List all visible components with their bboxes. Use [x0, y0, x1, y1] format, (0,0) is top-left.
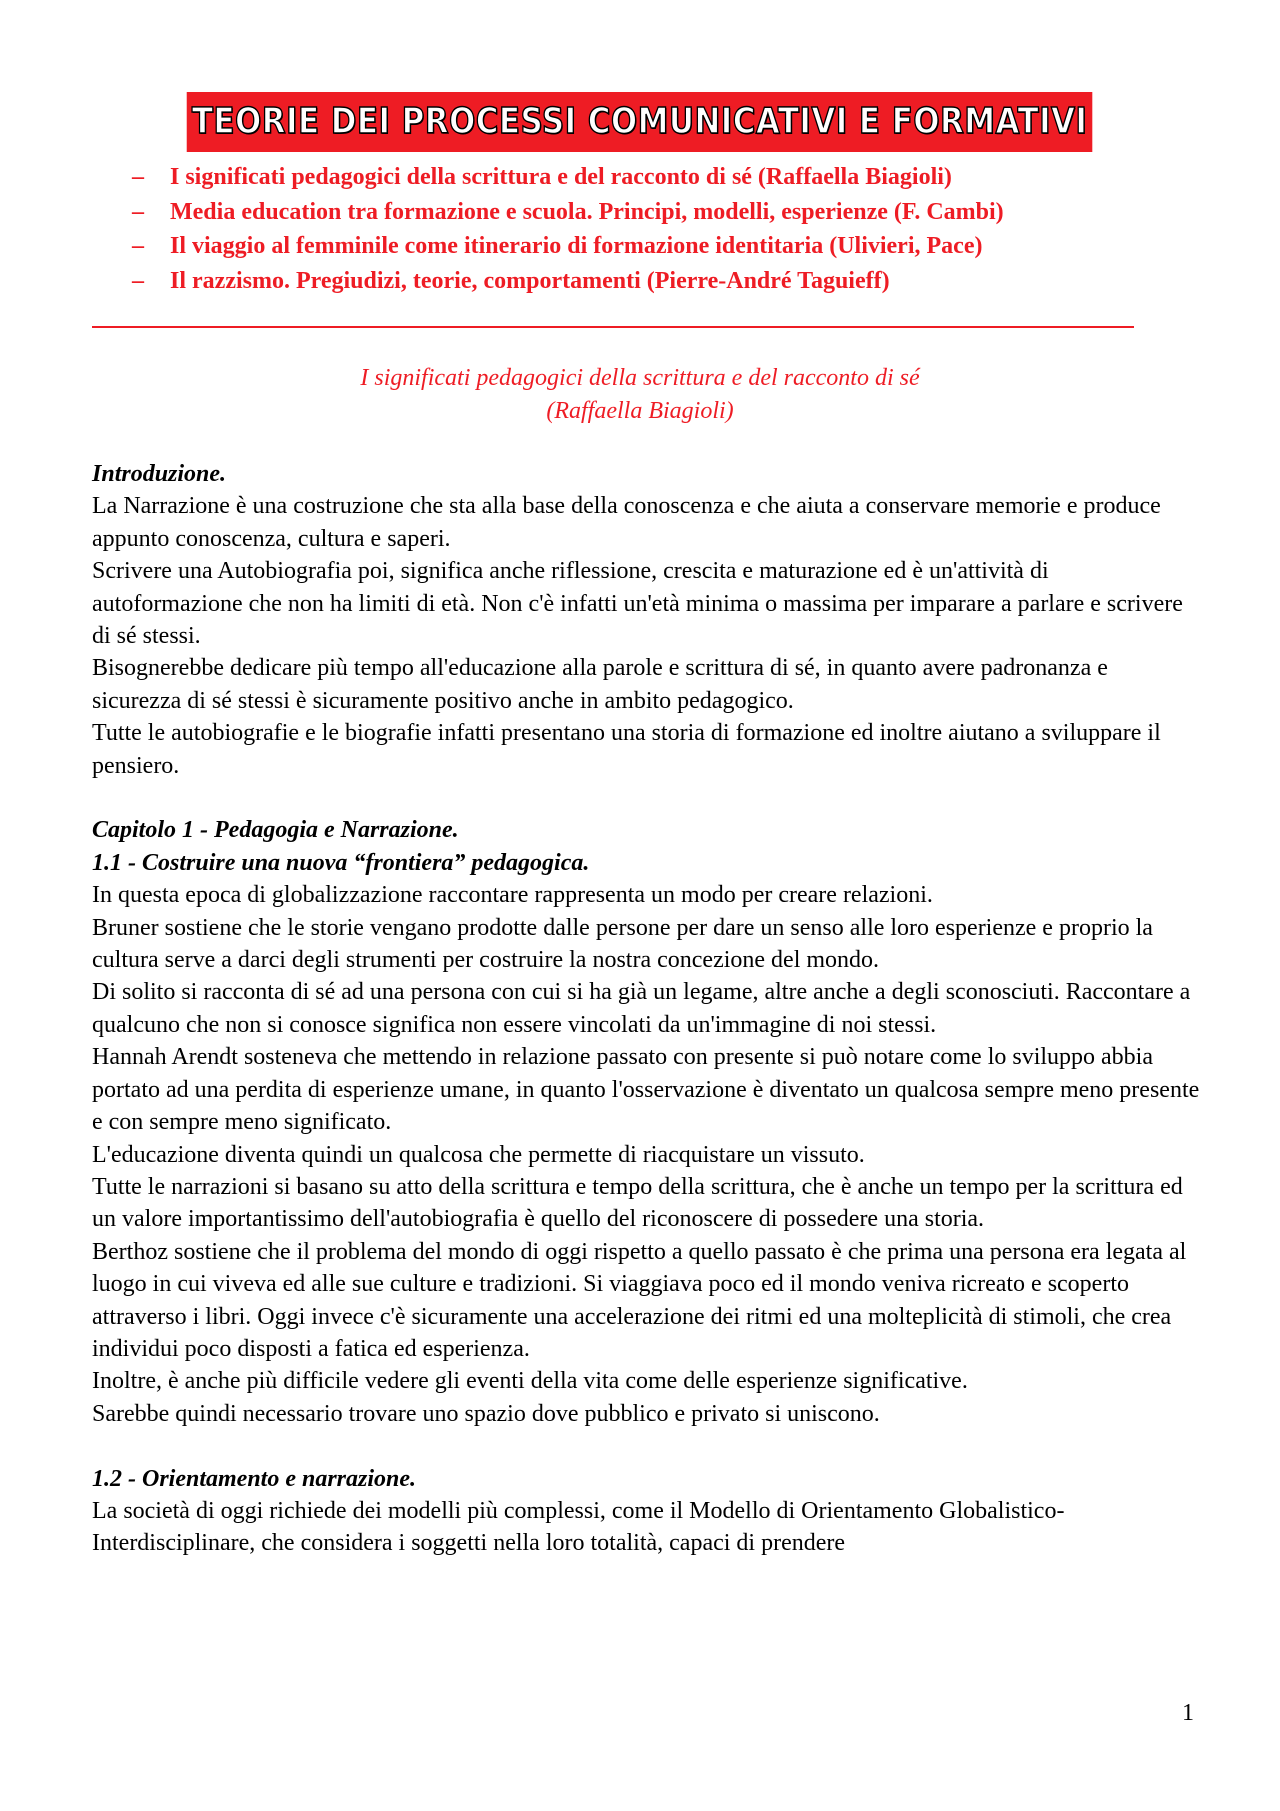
horizontal-divider	[92, 326, 1134, 328]
paragraph-gap	[92, 782, 1202, 814]
paragraph: Hannah Arendt sosteneva che mettendo in relazione passato con presente si può notare come lo sviluppo abbia portato ad una perdita di esperienze umane, in quanto l'osservazione è diventato un qualcosa sempre meno presente e con sempre meno significato.	[92, 1044, 1200, 1136]
document-title: TEORIE DEI PROCESSI COMUNICATIVI E FORMATIVI	[187, 92, 1093, 152]
book-list-item	[132, 160, 1004, 195]
book-list-item-text: Media education tra formazione e scuola. Principi, modelli, esperienze (F. Cambi)	[170, 198, 1004, 225]
book-list-item	[132, 264, 1004, 299]
subchapter-heading: 1.1 - Costruire una nuova “frontiera” pedagogica.	[92, 849, 590, 876]
paragraph-gap	[92, 1430, 1202, 1462]
paragraph: In questa epoca di globalizzazione raccontare rappresenta un modo per creare relazioni.	[92, 882, 933, 909]
book-list-item-text: I significati pedagogici della scrittura e del racconto di sé (Raffaella Biagioli)	[170, 164, 952, 190]
paragraph: Scrivere una Autobiografia poi, significa anche riflessione, crescita e maturazione ed è un'attività di autoformazione che non ha limiti di età. Non c'è infatti un'età minima o massima per imparare a parlare e scrivere di sé stessi.	[92, 558, 1183, 650]
paragraph: Bisognerebbe dedicare più tempo all'educazione alla parole e scrittura di sé, in quanto avere padronanza e sicurezza di sé stessi è sicuramente positivo anche in ambito pedagogico.	[92, 655, 1108, 714]
book-list-item	[132, 229, 1004, 264]
paragraph: La società di oggi richiede dei modelli più complessi, come il Modello di Orientamento Globalistico-Interdisciplinare, che considera i soggetti nella loro totalità, capaci di prendere	[92, 1497, 1065, 1557]
dash-bullet: –	[132, 198, 144, 225]
paragraph: Tutte le narrazioni si basano su atto della scrittura e tempo della scrittura, che è anche un tempo per la scrittura ed un valore importantissimo dell'autobiografia è quello del riconoscere di possedere una storia.	[92, 1173, 1183, 1233]
body-text	[92, 458, 1202, 1560]
paragraph: Sarebbe quindi necessario trovare uno spazio dove pubblico e privato si uniscono.	[92, 1400, 880, 1427]
book-list-item-text: Il viaggio al femminile come itinerario di formazione identitaria (Ulivieri, Pace)	[170, 233, 983, 259]
paragraph: L'educazione diventa quindi un qualcosa che permette di riacquistare un vissuto.	[92, 1141, 865, 1168]
paragraph: Tutte le autobiografie e le biografie infatti presentano una storia di formazione ed inoltre aiutano a sviluppare il pensiero.	[92, 720, 1161, 779]
dash-bullet: –	[132, 233, 144, 259]
section-title	[0, 362, 1280, 428]
paragraph: Inoltre, è anche più difficile vedere gli eventi della vita come delle esperienze significative.	[92, 1368, 968, 1395]
dash-bullet: –	[132, 164, 144, 190]
paragraph: Bruner sostiene che le storie vengano prodotte dalle persone per dare un senso alle loro esperienze e proprio la cultura serve a darci degli strumenti per costruire la nostra concezione del mondo.	[92, 914, 1153, 974]
title-wrapper	[0, 92, 1280, 152]
book-list	[132, 160, 1004, 298]
dash-bullet: –	[132, 267, 144, 294]
intro-heading: Introduzione.	[92, 461, 227, 487]
page-number: 1	[1182, 1700, 1194, 1726]
paragraph: La Narrazione è una costruzione che sta alla base della conoscenza e che aiuta a conservare memorie e produce appunto conoscenza, cultura e saperi.	[92, 493, 1161, 552]
section-title-line: I significati pedagogici della scrittura e del racconto di sé	[360, 365, 920, 391]
chapter-heading: Capitolo 1 - Pedagogia e Narrazione.	[92, 817, 459, 844]
paragraph: Di solito si racconta di sé ad una persona con cui si ha già un legame, altre anche a degli sconosciuti. Raccontare a qualcuno che non si conosce significa non essere vincolati da un'immagine di noi stessi.	[92, 979, 1191, 1038]
section-author-line: (Raffaella Biagioli)	[546, 398, 734, 424]
book-list-item-text: Il razzismo. Pregiudizi, teorie, comportamenti (Pierre-André Taguieff)	[170, 267, 890, 294]
book-list-item	[132, 195, 1004, 230]
paragraph: Berthoz sostiene che il problema del mondo di oggi rispetto a quello passato è che prima una persona era legata al luogo in cui viveva ed alle sue culture e tradizioni. Si viaggiava poco ed il mondo veniva ricreato e scoperto attraverso i libri. Oggi invece c'è sicuramente una accelerazione dei ritmi ed una molteplicità di stimoli, che crea individui poco disposti a fatica ed esperienza.	[92, 1238, 1187, 1362]
subchapter-heading: 1.2 - Orientamento e narrazione.	[92, 1465, 417, 1492]
